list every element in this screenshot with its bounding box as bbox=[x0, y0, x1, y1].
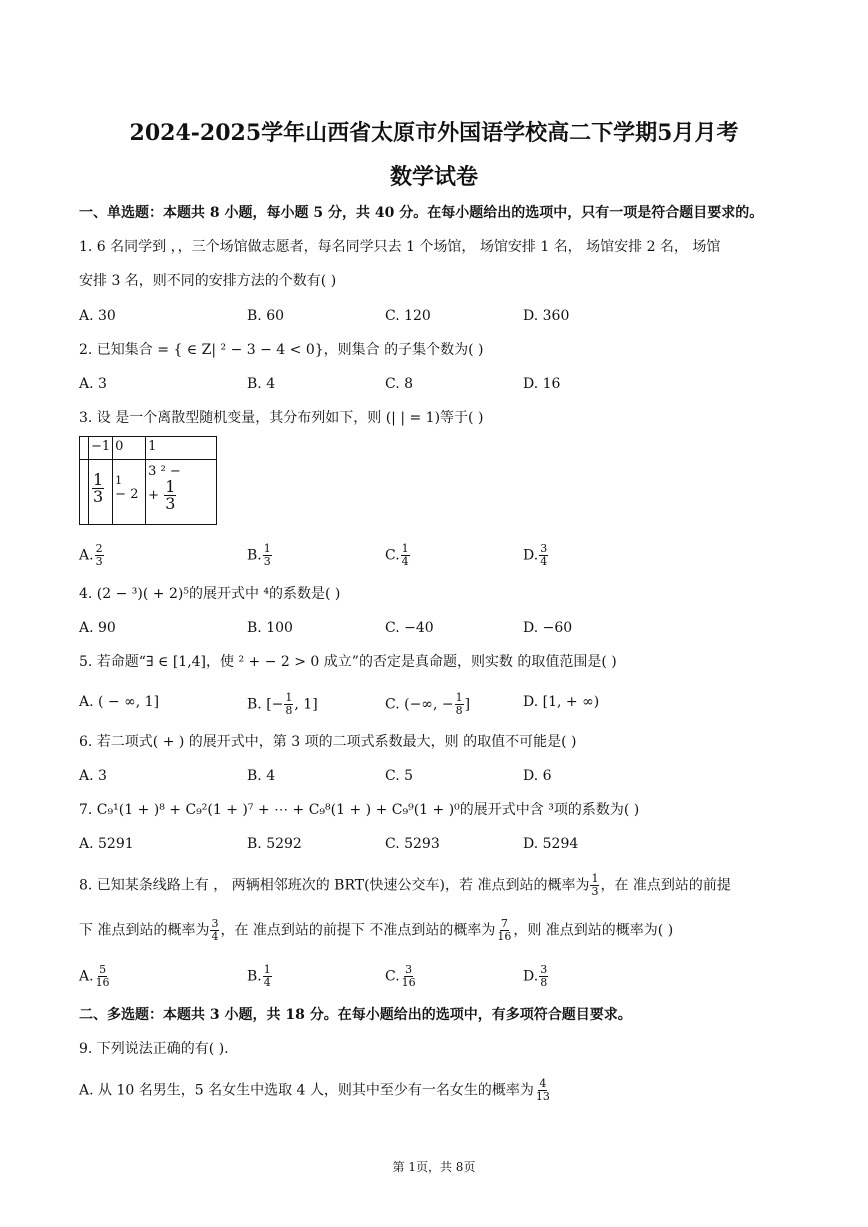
distribution-table bbox=[79, 436, 217, 525]
q7-option-b: B. 5292 bbox=[247, 836, 302, 852]
q5-option-d: D. [1, + ∞) bbox=[523, 694, 600, 710]
table-cell: 1 − 2 bbox=[113, 460, 146, 525]
q6-option-c: C. 5 bbox=[385, 768, 414, 784]
question-3-text: 3. 设 是一个离散型随机变量，其分布列如下，则 (| | = 1)等于( ) bbox=[79, 410, 484, 426]
q6-option-d: D. 6 bbox=[523, 768, 552, 784]
q2-option-b: B. 4 bbox=[247, 376, 276, 392]
q4-option-d: D. −60 bbox=[523, 620, 573, 636]
q4-option-b: B. 100 bbox=[247, 620, 293, 636]
q3-option-a: A. $\frac{2}{3}$ bbox=[79, 542, 103, 568]
q9-option-a: A. 从 10 名男生，5 名女生中选取 4 人，则其中至少有一名女生的概率为 $\frac{4}{13}$ bbox=[79, 1077, 550, 1103]
q4-option-c: C. −40 bbox=[385, 620, 434, 636]
fraction: $\frac{1}{4}$ bbox=[263, 963, 271, 989]
q6-option-a: A. 3 bbox=[79, 768, 107, 784]
page-footer: 第 1页，共 8页 bbox=[392, 1160, 476, 1174]
q2-option-a: A. 3 bbox=[79, 376, 107, 392]
question-1-text: 1. 6 名同学到 ，，三个场馆做志愿者，每名同学只去 1 个场馆， 场馆安排 1 名， 场馆安排 2 名， 场馆 bbox=[79, 239, 721, 255]
fraction: $\frac{1}{8}$ bbox=[455, 691, 463, 717]
q3-option-d: D. $\frac{3}{4}$ bbox=[523, 542, 548, 568]
fraction: $\frac{3}{16}$ bbox=[401, 963, 416, 989]
exam-subtitle: 数学试卷 bbox=[389, 164, 478, 190]
q4-option-a: A. 90 bbox=[79, 620, 116, 636]
q1-option-a: A. 30 bbox=[79, 308, 116, 324]
question-9-text: 9. 下列说法正确的有( ). bbox=[79, 1041, 229, 1057]
q8-option-c: C. $\frac{3}{16}$ bbox=[385, 963, 416, 989]
q7-option-d: D. 5294 bbox=[523, 836, 579, 852]
q7-option-a: A. 5291 bbox=[79, 836, 134, 852]
q5-option-a: A. ( − ∞, 1] bbox=[79, 694, 160, 710]
table-cell: 1 bbox=[146, 437, 217, 460]
q8-option-d: D. $\frac{3}{8}$ bbox=[523, 963, 548, 989]
question-6-text: 6. 若二项式( + ) 的展开式中，第 3 项的二项式系数最大，则 的取值不可能是( ) bbox=[79, 734, 577, 750]
question-7-text: 7. C₉¹(1 + )⁸ + C₉²(1 + )⁷ + ⋯ + C₉⁸(1 + ) + C₉⁹(1 + )⁰的展开式中含 ³项的系数为( ) bbox=[79, 802, 640, 818]
fraction: $\frac{4}{13}$ bbox=[535, 1077, 550, 1103]
exam-title: 2024-2025学年山西省太原市外国语学校高二下学期5月月考 bbox=[129, 120, 739, 146]
fraction: $\frac{1}{3}$ bbox=[263, 542, 271, 568]
table-cell: −1 bbox=[89, 437, 113, 460]
q2-option-c: C. 8 bbox=[385, 376, 414, 392]
question-1-text-cont: 安排 3 名，则不同的安排方法的个数有( ) bbox=[79, 273, 337, 289]
question-8-text: 8. 已知某条线路上有 ， 两辆相邻班次的 BRT(快速公交车)，若 准点到站的概率为 $\frac{1}{3}$ ，在 准点到站的前提 bbox=[79, 872, 731, 898]
table-cell bbox=[89, 460, 113, 525]
table-cell bbox=[80, 460, 89, 525]
q1-option-c: C. 120 bbox=[385, 308, 431, 324]
q8-option-b: B. $\frac{1}{4}$ bbox=[247, 963, 271, 989]
q5-option-c: C. (−∞, − $\frac{1}{8}$ ] bbox=[385, 691, 471, 717]
q7-option-c: C. 5293 bbox=[385, 836, 440, 852]
fraction: $\frac{3}{8}$ bbox=[540, 963, 548, 989]
fraction: $\frac{2}{3}$ bbox=[95, 542, 103, 568]
question-2-text: 2. 已知集合 = { ∈ Z| ² − 3 − 4 < 0}，则集合 的子集个数为( ) bbox=[79, 342, 484, 358]
fraction: $\frac{3}{4}$ bbox=[540, 542, 548, 568]
fraction: $\frac{1}{8}$ bbox=[285, 691, 293, 717]
fraction: $\frac{5}{16}$ bbox=[95, 963, 110, 989]
section-1-heading: 一、单选题：本题共 8 小题，每小题 5 分，共 40 分。在每小题给出的选项中，只有一项是符合题目要求的。 bbox=[79, 205, 764, 221]
question-5-text: 5. 若命题“∃ ∈ [1,4]，使 ² + − 2 > 0 成立”的否定是真命题，则实数 的取值范围是( ) bbox=[79, 654, 617, 670]
q1-option-d: D. 360 bbox=[523, 308, 570, 324]
fraction: $\frac{7}{16}$ bbox=[497, 917, 512, 943]
q5-option-b: B. [− $\frac{1}{8}$ , 1] bbox=[247, 691, 318, 717]
q1-option-b: B. 60 bbox=[247, 308, 285, 324]
fraction: $\frac{1}{3}$ bbox=[591, 872, 599, 898]
question-4-text: 4. (2 − ³)( + 2)⁵的展开式中 ⁴的系数是( ) bbox=[79, 586, 341, 602]
q8-option-a: A. $\frac{5}{16}$ bbox=[79, 963, 110, 989]
fraction: $\frac{3}{4}$ bbox=[211, 917, 219, 943]
table-cell: 0 bbox=[113, 437, 146, 460]
table-cell bbox=[80, 437, 89, 460]
section-2-heading: 二、多选题：本题共 3 小题，共 18 分。在每小题给出的选项中，有多项符合题目要求。 bbox=[79, 1007, 632, 1023]
fraction: $\frac{1}{3}$ bbox=[165, 477, 176, 513]
table-cell: 3 ² − + $\frac{1}{3}$ bbox=[146, 460, 217, 525]
q6-option-b: B. 4 bbox=[247, 768, 276, 784]
fraction: $\frac{1}{3}$ bbox=[93, 470, 104, 506]
fraction: $\frac{1}{4}$ bbox=[401, 542, 409, 568]
q3-option-c: C. $\frac{1}{4}$ bbox=[385, 542, 409, 568]
q3-option-b: B. $\frac{1}{3}$ bbox=[247, 542, 271, 568]
question-8-text-cont: 下 准点到站的概率为 $\frac{3}{4}$ ，在 准点到站的前提下 不准点到站的概率为 $\frac{7}{16}$ ，则 准点到站的概率为( ) bbox=[79, 917, 674, 943]
q2-option-d: D. 16 bbox=[523, 376, 561, 392]
